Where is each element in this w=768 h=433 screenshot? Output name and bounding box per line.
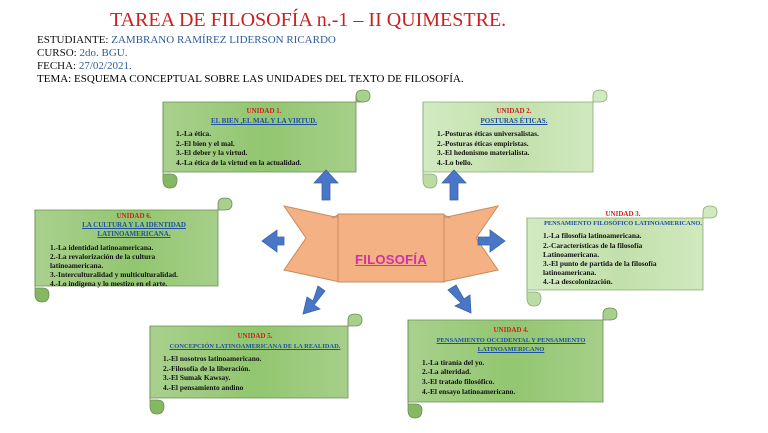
unit-2-item: 4.-Lo bello. [437,157,473,167]
unit-1-item: 1.-La ética. [176,129,212,139]
arrow-to-unit-4 [448,285,471,313]
student-label: ESTUDIANTE: [37,34,109,46]
arrow-to-unit-2 [442,170,466,200]
unit-3-item: 4.-La descolonización. [543,277,613,287]
unit-5-item: 3.-El Sumak Kawsay. [163,373,231,383]
topic-label: TEMA: [37,73,72,85]
arrow-to-unit-5 [303,286,325,314]
unit-1-heading: UNIDAD 1. [246,107,282,115]
unit-5-item: 1.-El nosotros latinoamericano. [163,354,262,364]
page-title: TAREA DE FILOSOFÍA n.-1 – II QUIMESTRE. [110,9,507,31]
unit-5-heading: UNIDAD 5. [237,332,273,340]
unit-2-card [437,107,591,168]
unit-1-item: 3.-El deber y la virtud. [176,148,248,158]
unit-3-item: 2.-Características de la filosofía [543,240,643,250]
unit-6-item: 1.-La identidad latinoamericana. [50,242,154,252]
unit-3-heading: UNIDAD 3. [605,210,641,218]
unit-3-item: Latinoamericana. [543,249,600,259]
unit-6-item: 2.-La revalorización de la cultura [50,251,156,261]
unit-6-card [50,212,218,289]
unit-2-item: 2.-Posturas éticas empiristas. [437,138,529,148]
unit-5-item: 4.-El pensamiento andino [163,382,244,392]
unit-2-heading: UNIDAD 2. [496,107,532,115]
unit-5-card [163,332,347,393]
center-banner [284,206,498,282]
arrow-to-unit-6 [262,230,284,252]
unit-4-heading: UNIDAD 4. [493,326,529,334]
student-value: ZAMBRANO RAMÍREZ LIDERSON RICARDO [111,34,336,46]
unit-3-card [543,210,703,287]
date-value: 27/02/2021. [78,60,132,72]
unit-4-item: 3.-El tratado filosófico. [422,376,495,386]
unit-5-item: 2.-Filosofía de la liberación. [163,363,251,373]
unit-2-item: 3.-El hedonismo materialista. [437,148,530,158]
unit-3-subtitle: PENSAMIENTO FILOSÓFICO LATINOAMERICANO. [544,220,702,228]
unit-2-subtitle: POSTURAS ÉTICAS. [480,116,548,125]
unit-6-item: latinoamericana. [50,261,104,271]
unit-3-item: 3.-El punto de partida de la filosofía [543,259,657,269]
unit-4-card [422,326,600,396]
unit-6-subtitle: LA CULTURA Y LA IDENTIDAD LATINOAMERICANA. [82,221,186,239]
unit-4-item: 2.-La alteridad. [422,367,472,377]
unit-4-subtitle: PENSAMIENTO OCCIDENTAL Y PENSAMIENTO LATINOAMERICANO [436,336,586,354]
unit-1-card [176,107,352,168]
unit-4-item: 1.-La tiranía del yo. [422,357,485,367]
unit-1-item: 2.-El bien y el mal. [176,138,235,148]
center-label: FILOSOFÍA [354,252,428,267]
unit-4-item: 4.-El ensayo latinoamericano. [422,386,516,396]
unit-6-item: 3.-Interculturalidad y multiculturalidad. [50,270,178,280]
unit-5-subtitle: CONCEPCIÓN LATINOAMERICANA DE LA REALIDAD. [169,342,341,350]
date-label: FECHA: [37,60,77,72]
course-label: CURSO: [37,47,77,59]
arrow-to-unit-1 [314,170,338,200]
unit-6-item: 4.-Lo indígena y lo mestizo en el arte. [50,279,168,289]
unit-3-item: 1.-La filosofía latinoamericana. [543,231,642,241]
topic-value: ESQUEMA CONCEPTUAL SOBRE LAS UNIDADES DEL TEXTO DE FILOSOFÍA. [73,73,464,85]
unit-1-subtitle: EL BIEN ,EL MAL Y LA VIRTUD. [210,116,318,125]
unit-3-item: latinoamericana. [543,268,597,278]
unit-6-heading: UNIDAD 6. [116,212,152,220]
unit-2-item: 1.-Posturas éticas universalistas. [437,129,539,139]
unit-1-item: 4.-La ética de la virtud en la actualidad. [176,157,302,167]
course-value: 2do. BGU. [79,47,128,59]
